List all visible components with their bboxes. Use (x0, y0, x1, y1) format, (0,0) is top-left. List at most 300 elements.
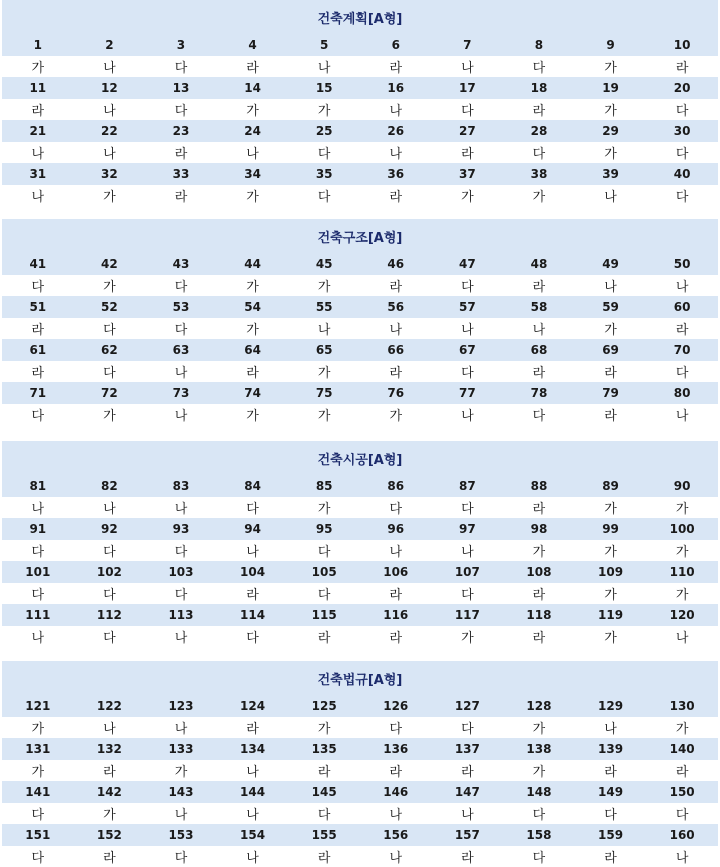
question-number: 50 (646, 253, 718, 275)
question-number: 30 (646, 120, 718, 142)
answer-cell: 가 (2, 717, 74, 739)
answer-cell: 다 (74, 318, 146, 340)
question-number-row (2, 738, 718, 760)
answer-cell: 나 (646, 846, 718, 867)
question-number: 42 (74, 253, 146, 275)
question-number: 90 (646, 475, 718, 497)
answer-cell: 나 (2, 185, 74, 207)
answer-cell: 나 (145, 361, 217, 383)
question-number: 57 (432, 296, 504, 318)
question-number: 116 (360, 604, 432, 626)
answer-cell: 다 (74, 361, 146, 383)
answer-cell: 다 (503, 404, 575, 426)
question-number: 154 (217, 824, 289, 846)
section-title: 건축구조[A형] (2, 219, 718, 253)
section-title: 건축계획[A형] (2, 0, 718, 34)
answer-cell: 나 (74, 99, 146, 121)
question-number: 20 (646, 77, 718, 99)
answer-row (2, 583, 718, 605)
answer-cell: 가 (360, 404, 432, 426)
question-number: 18 (503, 77, 575, 99)
question-number: 101 (2, 561, 74, 583)
question-number: 14 (217, 77, 289, 99)
question-number: 61 (2, 339, 74, 361)
answer-cell: 나 (646, 404, 718, 426)
question-number: 1 (2, 34, 74, 56)
answer-row (2, 404, 718, 426)
answer-cell: 다 (217, 497, 289, 519)
answer-cell: 나 (145, 717, 217, 739)
answer-cell: 나 (74, 56, 146, 78)
answer-cell: 나 (575, 185, 647, 207)
question-number: 51 (2, 296, 74, 318)
answer-row (2, 717, 718, 739)
question-number: 75 (288, 382, 360, 404)
answer-cell: 다 (145, 583, 217, 605)
answer-cell: 나 (145, 626, 217, 648)
question-number: 120 (646, 604, 718, 626)
question-number: 66 (360, 339, 432, 361)
answer-cell: 나 (432, 56, 504, 78)
question-number: 119 (575, 604, 647, 626)
question-number: 32 (74, 163, 146, 185)
answer-cell: 다 (145, 99, 217, 121)
answer-cell: 가 (646, 540, 718, 562)
question-number: 4 (217, 34, 289, 56)
question-number: 15 (288, 77, 360, 99)
answer-cell: 나 (432, 404, 504, 426)
answer-cell: 라 (503, 626, 575, 648)
question-number: 78 (503, 382, 575, 404)
answer-cell: 라 (74, 846, 146, 867)
answer-cell: 다 (145, 56, 217, 78)
section-title: 건축법규[A형] (2, 661, 718, 695)
question-number: 72 (74, 382, 146, 404)
answer-cell: 나 (288, 56, 360, 78)
answer-cell: 다 (646, 361, 718, 383)
answer-cell: 나 (432, 318, 504, 340)
answer-cell: 가 (74, 803, 146, 825)
answer-cell: 가 (503, 540, 575, 562)
answer-cell: 가 (74, 275, 146, 297)
question-number-row (2, 382, 718, 404)
answer-cell: 라 (360, 760, 432, 782)
answer-cell: 다 (145, 318, 217, 340)
question-number: 58 (503, 296, 575, 318)
answer-cell: 가 (288, 404, 360, 426)
answer-cell: 다 (288, 803, 360, 825)
question-number: 136 (360, 738, 432, 760)
answer-cell: 라 (360, 185, 432, 207)
answer-cell: 나 (360, 142, 432, 164)
question-number: 48 (503, 253, 575, 275)
question-number: 128 (503, 695, 575, 717)
answer-cell: 가 (145, 760, 217, 782)
answer-row (2, 803, 718, 825)
answer-row (2, 142, 718, 164)
answer-cell: 가 (646, 717, 718, 739)
question-number: 112 (74, 604, 146, 626)
answer-cell: 다 (2, 404, 74, 426)
question-number: 19 (575, 77, 647, 99)
question-number: 64 (217, 339, 289, 361)
answer-section (2, 0, 718, 206)
answer-cell: 다 (74, 626, 146, 648)
answer-cell: 다 (432, 583, 504, 605)
answer-cell: 가 (288, 361, 360, 383)
question-number: 93 (145, 518, 217, 540)
question-number: 135 (288, 738, 360, 760)
answer-cell: 다 (646, 185, 718, 207)
answer-row (2, 760, 718, 782)
answer-cell: 가 (432, 626, 504, 648)
question-number: 109 (575, 561, 647, 583)
answer-cell: 다 (432, 717, 504, 739)
question-number: 106 (360, 561, 432, 583)
question-number-row (2, 163, 718, 185)
question-number: 132 (74, 738, 146, 760)
answer-cell: 가 (288, 497, 360, 519)
question-number: 155 (288, 824, 360, 846)
answer-cell: 라 (288, 846, 360, 867)
answer-section (2, 441, 718, 647)
answer-cell: 라 (646, 56, 718, 78)
answer-cell: 라 (432, 142, 504, 164)
question-number: 150 (646, 781, 718, 803)
answer-cell: 가 (2, 56, 74, 78)
question-number: 96 (360, 518, 432, 540)
answer-cell: 다 (360, 497, 432, 519)
question-number-row (2, 604, 718, 626)
answer-cell: 라 (288, 760, 360, 782)
answer-cell: 가 (575, 142, 647, 164)
question-number: 52 (74, 296, 146, 318)
question-number: 36 (360, 163, 432, 185)
question-number: 79 (575, 382, 647, 404)
question-number: 115 (288, 604, 360, 626)
question-number: 149 (575, 781, 647, 803)
question-number: 17 (432, 77, 504, 99)
question-number: 152 (74, 824, 146, 846)
question-number: 82 (74, 475, 146, 497)
answer-cell: 나 (575, 275, 647, 297)
question-number: 160 (646, 824, 718, 846)
question-number: 12 (74, 77, 146, 99)
answer-cell: 나 (217, 803, 289, 825)
answer-cell: 나 (360, 318, 432, 340)
question-number: 126 (360, 695, 432, 717)
answer-cell: 가 (575, 318, 647, 340)
question-number: 9 (575, 34, 647, 56)
question-number: 142 (74, 781, 146, 803)
question-number-row (2, 695, 718, 717)
question-number: 140 (646, 738, 718, 760)
answer-section (2, 661, 718, 867)
question-number: 107 (432, 561, 504, 583)
answer-cell: 나 (217, 846, 289, 867)
answer-cell: 나 (217, 760, 289, 782)
question-number: 65 (288, 339, 360, 361)
question-number: 127 (432, 695, 504, 717)
answer-cell: 나 (74, 497, 146, 519)
answer-cell: 다 (2, 540, 74, 562)
question-number: 124 (217, 695, 289, 717)
question-number: 85 (288, 475, 360, 497)
answer-cell: 가 (432, 185, 504, 207)
answer-cell: 가 (217, 318, 289, 340)
answer-cell: 다 (2, 583, 74, 605)
answer-cell: 다 (145, 846, 217, 867)
question-number: 77 (432, 382, 504, 404)
question-number: 104 (217, 561, 289, 583)
answer-cell: 가 (74, 185, 146, 207)
answer-cell: 다 (288, 142, 360, 164)
answer-cell: 다 (288, 185, 360, 207)
question-number: 151 (2, 824, 74, 846)
answer-section (2, 219, 718, 425)
answer-cell: 다 (74, 583, 146, 605)
answer-cell: 라 (2, 99, 74, 121)
question-number: 122 (74, 695, 146, 717)
question-number: 158 (503, 824, 575, 846)
question-number-row (2, 253, 718, 275)
answer-cell: 라 (145, 185, 217, 207)
question-number: 137 (432, 738, 504, 760)
question-number: 38 (503, 163, 575, 185)
answer-cell: 라 (503, 99, 575, 121)
answer-cell: 다 (503, 803, 575, 825)
answer-cell: 가 (503, 185, 575, 207)
answer-cell: 다 (503, 56, 575, 78)
answer-cell: 라 (2, 318, 74, 340)
question-number: 11 (2, 77, 74, 99)
question-number: 83 (145, 475, 217, 497)
answer-cell: 다 (646, 99, 718, 121)
answer-cell: 라 (575, 361, 647, 383)
question-number: 73 (145, 382, 217, 404)
question-number: 28 (503, 120, 575, 142)
answer-row (2, 361, 718, 383)
question-number: 99 (575, 518, 647, 540)
answer-cell: 라 (360, 626, 432, 648)
question-number: 43 (145, 253, 217, 275)
answer-cell: 나 (217, 540, 289, 562)
question-number: 134 (217, 738, 289, 760)
answer-cell: 나 (646, 626, 718, 648)
answer-cell: 나 (145, 803, 217, 825)
answer-cell: 라 (217, 56, 289, 78)
answer-row (2, 275, 718, 297)
answer-cell: 다 (74, 540, 146, 562)
question-number: 97 (432, 518, 504, 540)
answer-cell: 가 (217, 404, 289, 426)
answer-cell: 라 (360, 275, 432, 297)
question-number: 33 (145, 163, 217, 185)
answer-cell: 라 (288, 626, 360, 648)
answer-cell: 라 (503, 361, 575, 383)
answer-cell: 가 (2, 760, 74, 782)
question-number: 145 (288, 781, 360, 803)
question-number: 89 (575, 475, 647, 497)
question-number: 105 (288, 561, 360, 583)
question-number: 13 (145, 77, 217, 99)
answer-cell: 나 (646, 275, 718, 297)
answer-row (2, 846, 718, 867)
answer-cell: 가 (646, 583, 718, 605)
question-number: 16 (360, 77, 432, 99)
question-number: 25 (288, 120, 360, 142)
question-number: 148 (503, 781, 575, 803)
answer-cell: 나 (288, 318, 360, 340)
question-number: 23 (145, 120, 217, 142)
question-number: 53 (145, 296, 217, 318)
question-number: 138 (503, 738, 575, 760)
answer-cell: 라 (575, 404, 647, 426)
question-number: 87 (432, 475, 504, 497)
question-number: 157 (432, 824, 504, 846)
answer-cell: 가 (575, 583, 647, 605)
answer-cell: 나 (360, 540, 432, 562)
answer-cell: 가 (288, 99, 360, 121)
answer-cell: 다 (2, 275, 74, 297)
answer-cell: 라 (503, 583, 575, 605)
answer-cell: 다 (432, 361, 504, 383)
question-number-row (2, 518, 718, 540)
answer-cell: 라 (575, 760, 647, 782)
question-number: 44 (217, 253, 289, 275)
answer-cell: 라 (575, 846, 647, 867)
question-number: 35 (288, 163, 360, 185)
question-number: 62 (74, 339, 146, 361)
question-number: 98 (503, 518, 575, 540)
question-number: 121 (2, 695, 74, 717)
question-number: 21 (2, 120, 74, 142)
answer-cell: 가 (503, 760, 575, 782)
question-number: 110 (646, 561, 718, 583)
question-number: 129 (575, 695, 647, 717)
answer-row (2, 99, 718, 121)
answer-cell: 라 (432, 846, 504, 867)
question-number: 24 (217, 120, 289, 142)
question-number-row (2, 781, 718, 803)
question-number-row (2, 120, 718, 142)
answer-cell: 라 (503, 497, 575, 519)
question-number: 141 (2, 781, 74, 803)
question-number-row (2, 296, 718, 318)
answer-cell: 다 (2, 846, 74, 867)
question-number: 49 (575, 253, 647, 275)
question-number: 5 (288, 34, 360, 56)
question-number: 88 (503, 475, 575, 497)
question-number: 92 (74, 518, 146, 540)
answer-cell: 라 (145, 142, 217, 164)
answer-cell: 라 (360, 56, 432, 78)
answer-cell: 가 (503, 717, 575, 739)
question-number: 118 (503, 604, 575, 626)
answer-cell: 나 (2, 626, 74, 648)
question-number: 94 (217, 518, 289, 540)
answer-cell: 다 (646, 803, 718, 825)
question-number: 80 (646, 382, 718, 404)
answer-cell: 라 (74, 760, 146, 782)
answer-cell: 다 (432, 275, 504, 297)
answer-cell: 라 (217, 717, 289, 739)
question-number-row (2, 339, 718, 361)
answer-cell: 다 (288, 583, 360, 605)
answer-cell: 나 (74, 142, 146, 164)
answer-row (2, 626, 718, 648)
question-number: 139 (575, 738, 647, 760)
question-number: 27 (432, 120, 504, 142)
question-number: 3 (145, 34, 217, 56)
question-number: 76 (360, 382, 432, 404)
answer-cell: 나 (360, 846, 432, 867)
answer-cell: 다 (145, 540, 217, 562)
question-number: 47 (432, 253, 504, 275)
question-number: 67 (432, 339, 504, 361)
question-number: 84 (217, 475, 289, 497)
question-number: 59 (575, 296, 647, 318)
answer-cell: 다 (503, 846, 575, 867)
question-number: 144 (217, 781, 289, 803)
answer-cell: 나 (74, 717, 146, 739)
answer-cell: 가 (217, 275, 289, 297)
question-number: 111 (2, 604, 74, 626)
answer-cell: 나 (575, 717, 647, 739)
question-number: 74 (217, 382, 289, 404)
answer-row (2, 185, 718, 207)
question-number: 68 (503, 339, 575, 361)
answer-cell: 라 (503, 275, 575, 297)
answer-cell: 라 (432, 760, 504, 782)
question-number: 34 (217, 163, 289, 185)
question-number: 60 (646, 296, 718, 318)
answer-cell: 라 (360, 583, 432, 605)
answer-row (2, 497, 718, 519)
answer-cell: 가 (575, 56, 647, 78)
answer-cell: 가 (217, 185, 289, 207)
answer-cell: 다 (360, 717, 432, 739)
question-number: 56 (360, 296, 432, 318)
question-number: 133 (145, 738, 217, 760)
answer-cell: 나 (145, 497, 217, 519)
question-number: 8 (503, 34, 575, 56)
answer-cell: 가 (575, 626, 647, 648)
answer-cell: 라 (217, 583, 289, 605)
answer-cell: 가 (575, 497, 647, 519)
answer-cell: 라 (360, 361, 432, 383)
question-number: 146 (360, 781, 432, 803)
answer-cell: 다 (2, 803, 74, 825)
question-number: 156 (360, 824, 432, 846)
question-number: 2 (74, 34, 146, 56)
answer-cell: 다 (646, 142, 718, 164)
question-number: 103 (145, 561, 217, 583)
question-number: 31 (2, 163, 74, 185)
question-number: 95 (288, 518, 360, 540)
question-number-row (2, 561, 718, 583)
question-number: 70 (646, 339, 718, 361)
question-number: 117 (432, 604, 504, 626)
question-number: 41 (2, 253, 74, 275)
question-number: 7 (432, 34, 504, 56)
question-number: 123 (145, 695, 217, 717)
question-number: 108 (503, 561, 575, 583)
answer-cell: 가 (575, 99, 647, 121)
question-number-row (2, 824, 718, 846)
answer-cell: 나 (2, 497, 74, 519)
question-number: 130 (646, 695, 718, 717)
